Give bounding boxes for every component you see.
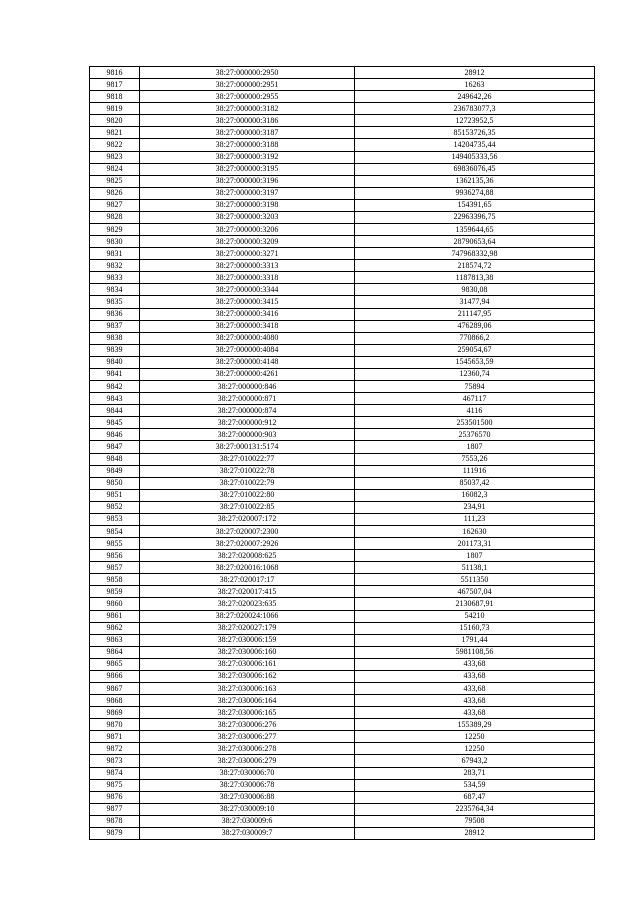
row-number-cell: 9825 (90, 175, 140, 187)
value-cell: 22963396,75 (355, 211, 595, 223)
table-row (90, 598, 595, 610)
row-number-cell: 9858 (90, 574, 140, 586)
value-cell: 155389,29 (355, 719, 595, 731)
table-row (90, 368, 595, 380)
table-row (90, 755, 595, 767)
value-cell: 1545653,59 (355, 356, 595, 368)
table-row (90, 501, 595, 513)
cadastral-number-cell: 38:27:000000:3416 (140, 308, 355, 320)
cadastral-number-cell: 38:27:020007:2300 (140, 525, 355, 537)
row-number-cell: 9831 (90, 248, 140, 260)
value-cell: 770866,2 (355, 332, 595, 344)
value-cell: 31477,94 (355, 296, 595, 308)
cadastral-number-cell: 38:27:000000:3206 (140, 224, 355, 236)
row-number-cell: 9851 (90, 489, 140, 501)
value-cell: 1791,44 (355, 634, 595, 646)
row-number-cell: 9845 (90, 417, 140, 429)
table-row (90, 477, 595, 489)
cadastral-number-cell: 38:27:030006:70 (140, 767, 355, 779)
cadastral-number-cell: 38:27:000000:3188 (140, 139, 355, 151)
row-number-cell: 9820 (90, 115, 140, 127)
row-number-cell: 9833 (90, 272, 140, 284)
cadastral-number-cell: 38:27:000000:3203 (140, 211, 355, 223)
value-cell: 154391,65 (355, 199, 595, 211)
cadastral-number-cell: 38:27:020007:172 (140, 513, 355, 525)
cadastral-number-cell: 38:27:000000:3196 (140, 175, 355, 187)
table-row (90, 284, 595, 296)
cadastral-number-cell: 38:27:030009:10 (140, 803, 355, 815)
table-row (90, 634, 595, 646)
table-row (90, 550, 595, 562)
table-row (90, 779, 595, 791)
table-row (90, 465, 595, 477)
row-number-cell: 9818 (90, 91, 140, 103)
table-row (90, 731, 595, 743)
value-cell: 9936274,88 (355, 187, 595, 199)
table-row (90, 417, 595, 429)
cadastral-number-cell: 38:27:000000:871 (140, 393, 355, 405)
cadastral-number-cell: 38:27:030006:278 (140, 743, 355, 755)
cadastral-number-cell: 38:27:030006:276 (140, 719, 355, 731)
value-cell: 253501500 (355, 417, 595, 429)
value-cell: 534,59 (355, 779, 595, 791)
cadastral-number-cell: 38:27:000000:903 (140, 429, 355, 441)
row-number-cell: 9849 (90, 465, 140, 477)
table-row (90, 695, 595, 707)
cadastral-number-cell: 38:27:030006:160 (140, 646, 355, 658)
row-number-cell: 9876 (90, 791, 140, 803)
row-number-cell: 9869 (90, 707, 140, 719)
cadastral-number-cell: 38:27:030006:88 (140, 791, 355, 803)
row-number-cell: 9816 (90, 67, 140, 79)
row-number-cell: 9875 (90, 779, 140, 791)
value-cell: 211147,95 (355, 308, 595, 320)
cadastral-number-cell: 38:27:020016:1068 (140, 562, 355, 574)
value-cell: 28790653,64 (355, 236, 595, 248)
row-number-cell: 9864 (90, 646, 140, 658)
cadastral-number-cell: 38:27:000000:3344 (140, 284, 355, 296)
value-cell: 2130687,91 (355, 598, 595, 610)
value-cell: 201173,31 (355, 538, 595, 550)
row-number-cell: 9878 (90, 815, 140, 827)
table-row (90, 260, 595, 272)
cadastral-value-table (89, 66, 595, 840)
cadastral-number-cell: 38:27:000000:3192 (140, 151, 355, 163)
row-number-cell: 9857 (90, 562, 140, 574)
value-cell: 1187813,38 (355, 272, 595, 284)
table-row (90, 393, 595, 405)
table-row (90, 610, 595, 622)
cadastral-number-cell: 38:27:000000:2951 (140, 79, 355, 91)
cadastral-number-cell: 38:27:010022:79 (140, 477, 355, 489)
value-cell: 259054,67 (355, 344, 595, 356)
table-row (90, 513, 595, 525)
cadastral-number-cell: 38:27:010022:78 (140, 465, 355, 477)
value-cell: 85037,42 (355, 477, 595, 489)
value-cell: 1807 (355, 441, 595, 453)
table-row (90, 115, 595, 127)
value-cell: 85153726,35 (355, 127, 595, 139)
table-row (90, 187, 595, 199)
table-row (90, 405, 595, 417)
value-cell: 111916 (355, 465, 595, 477)
table-row (90, 91, 595, 103)
cadastral-number-cell: 38:27:030006:165 (140, 707, 355, 719)
value-cell: 467117 (355, 393, 595, 405)
cadastral-number-cell: 38:27:000000:874 (140, 405, 355, 417)
table-row (90, 127, 595, 139)
cadastral-number-cell: 38:27:000000:3182 (140, 103, 355, 115)
value-cell: 67943,2 (355, 755, 595, 767)
cadastral-number-cell: 38:27:000000:3197 (140, 187, 355, 199)
cadastral-number-cell: 38:27:030006:279 (140, 755, 355, 767)
row-number-cell: 9834 (90, 284, 140, 296)
table-row (90, 199, 595, 211)
value-cell: 69836076,45 (355, 163, 595, 175)
cadastral-number-cell: 38:27:000000:3313 (140, 260, 355, 272)
value-cell: 433,68 (355, 707, 595, 719)
table-row (90, 79, 595, 91)
table-row (90, 803, 595, 815)
cadastral-number-cell: 38:27:020024:1066 (140, 610, 355, 622)
cadastral-number-cell: 38:27:000000:3198 (140, 199, 355, 211)
value-cell: 15160,73 (355, 622, 595, 634)
value-cell: 687,47 (355, 791, 595, 803)
value-cell: 162630 (355, 525, 595, 537)
row-number-cell: 9863 (90, 634, 140, 646)
row-number-cell: 9868 (90, 695, 140, 707)
value-cell: 25376570 (355, 429, 595, 441)
row-number-cell: 9826 (90, 187, 140, 199)
value-cell: 28912 (355, 827, 595, 839)
value-cell: 433,68 (355, 670, 595, 682)
cadastral-number-cell: 38:27:000000:3271 (140, 248, 355, 260)
cadastral-number-cell: 38:27:000000:3418 (140, 320, 355, 332)
table-row (90, 224, 595, 236)
cadastral-number-cell: 38:27:010022:85 (140, 501, 355, 513)
cadastral-number-cell: 38:27:000000:846 (140, 381, 355, 393)
row-number-cell: 9838 (90, 332, 140, 344)
cadastral-number-cell: 38:27:030006:159 (140, 634, 355, 646)
row-number-cell: 9822 (90, 139, 140, 151)
row-number-cell: 9835 (90, 296, 140, 308)
value-cell: 249642,26 (355, 91, 595, 103)
row-number-cell: 9837 (90, 320, 140, 332)
cadastral-number-cell: 38:27:030006:277 (140, 731, 355, 743)
value-cell: 4116 (355, 405, 595, 417)
table-row (90, 103, 595, 115)
row-number-cell: 9844 (90, 405, 140, 417)
table-row (90, 272, 595, 284)
row-number-cell: 9861 (90, 610, 140, 622)
table-row (90, 296, 595, 308)
row-number-cell: 9870 (90, 719, 140, 731)
table-row (90, 381, 595, 393)
value-cell: 234,91 (355, 501, 595, 513)
row-number-cell: 9840 (90, 356, 140, 368)
row-number-cell: 9855 (90, 538, 140, 550)
row-number-cell: 9856 (90, 550, 140, 562)
row-number-cell: 9853 (90, 513, 140, 525)
value-cell: 2235764,34 (355, 803, 595, 815)
table-row (90, 429, 595, 441)
table-row (90, 489, 595, 501)
value-cell: 12360,74 (355, 368, 595, 380)
table-row (90, 827, 595, 839)
cadastral-number-cell: 38:27:010022:77 (140, 453, 355, 465)
table-row (90, 175, 595, 187)
table-row (90, 767, 595, 779)
table-row (90, 707, 595, 719)
table-row (90, 574, 595, 586)
row-number-cell: 9819 (90, 103, 140, 115)
row-number-cell: 9877 (90, 803, 140, 815)
row-number-cell: 9865 (90, 658, 140, 670)
value-cell: 75894 (355, 381, 595, 393)
value-cell: 476289,06 (355, 320, 595, 332)
value-cell: 79508 (355, 815, 595, 827)
table-row (90, 308, 595, 320)
row-number-cell: 9824 (90, 163, 140, 175)
row-number-cell: 9871 (90, 731, 140, 743)
cadastral-number-cell: 38:27:000000:4080 (140, 332, 355, 344)
row-number-cell: 9827 (90, 199, 140, 211)
cadastral-number-cell: 38:27:020023:635 (140, 598, 355, 610)
cadastral-number-cell: 38:27:000000:912 (140, 417, 355, 429)
cadastral-number-cell: 38:27:020007:2926 (140, 538, 355, 550)
cadastral-number-cell: 38:27:020017:415 (140, 586, 355, 598)
row-number-cell: 9839 (90, 344, 140, 356)
row-number-cell: 9823 (90, 151, 140, 163)
value-cell: 5981108,56 (355, 646, 595, 658)
table-row (90, 646, 595, 658)
value-cell: 5511350 (355, 574, 595, 586)
table-row (90, 151, 595, 163)
cadastral-number-cell: 38:27:030006:163 (140, 682, 355, 694)
row-number-cell: 9817 (90, 79, 140, 91)
table-row (90, 586, 595, 598)
row-number-cell: 9862 (90, 622, 140, 634)
table-row (90, 525, 595, 537)
cadastral-number-cell: 38:27:030006:162 (140, 670, 355, 682)
row-number-cell: 9854 (90, 525, 140, 537)
table-row (90, 67, 595, 79)
value-cell: 54210 (355, 610, 595, 622)
table-row (90, 441, 595, 453)
cadastral-number-cell: 38:27:000000:4084 (140, 344, 355, 356)
row-number-cell: 9873 (90, 755, 140, 767)
value-cell: 283,71 (355, 767, 595, 779)
value-cell: 16082,3 (355, 489, 595, 501)
value-cell: 12250 (355, 743, 595, 755)
table-row (90, 622, 595, 634)
table-row (90, 236, 595, 248)
value-cell: 433,68 (355, 682, 595, 694)
cadastral-number-cell: 38:27:000000:3209 (140, 236, 355, 248)
value-cell: 433,68 (355, 658, 595, 670)
cadastral-number-cell: 38:27:000131:5174 (140, 441, 355, 453)
table-row (90, 344, 595, 356)
table-row (90, 670, 595, 682)
row-number-cell: 9866 (90, 670, 140, 682)
value-cell: 149405333,56 (355, 151, 595, 163)
row-number-cell: 9829 (90, 224, 140, 236)
row-number-cell: 9850 (90, 477, 140, 489)
value-cell: 16263 (355, 79, 595, 91)
cadastral-number-cell: 38:27:030006:161 (140, 658, 355, 670)
value-cell: 9830,08 (355, 284, 595, 296)
cadastral-number-cell: 38:27:030009:6 (140, 815, 355, 827)
cadastral-number-cell: 38:27:000000:2955 (140, 91, 355, 103)
row-number-cell: 9859 (90, 586, 140, 598)
cadastral-number-cell: 38:27:030009:7 (140, 827, 355, 839)
table-row (90, 248, 595, 260)
value-cell: 12723952,5 (355, 115, 595, 127)
value-cell: 433,68 (355, 695, 595, 707)
table-row (90, 356, 595, 368)
table-body (90, 67, 595, 840)
row-number-cell: 9879 (90, 827, 140, 839)
row-number-cell: 9847 (90, 441, 140, 453)
table-row (90, 538, 595, 550)
table-row (90, 453, 595, 465)
table-row (90, 791, 595, 803)
row-number-cell: 9867 (90, 682, 140, 694)
cadastral-number-cell: 38:27:030006:78 (140, 779, 355, 791)
table-row (90, 320, 595, 332)
row-number-cell: 9842 (90, 381, 140, 393)
cadastral-number-cell: 38:27:000000:3186 (140, 115, 355, 127)
cadastral-number-cell: 38:27:020017:17 (140, 574, 355, 586)
table-row (90, 211, 595, 223)
value-cell: 1807 (355, 550, 595, 562)
row-number-cell: 9830 (90, 236, 140, 248)
value-cell: 111,23 (355, 513, 595, 525)
row-number-cell: 9860 (90, 598, 140, 610)
row-number-cell: 9874 (90, 767, 140, 779)
row-number-cell: 9846 (90, 429, 140, 441)
row-number-cell: 9848 (90, 453, 140, 465)
row-number-cell: 9841 (90, 368, 140, 380)
row-number-cell: 9821 (90, 127, 140, 139)
value-cell: 747968332,98 (355, 248, 595, 260)
value-cell: 28912 (355, 67, 595, 79)
cadastral-number-cell: 38:27:000000:4261 (140, 368, 355, 380)
cadastral-number-cell: 38:27:000000:3195 (140, 163, 355, 175)
value-cell: 12250 (355, 731, 595, 743)
cadastral-number-cell: 38:27:000000:3415 (140, 296, 355, 308)
row-number-cell: 9832 (90, 260, 140, 272)
row-number-cell: 9828 (90, 211, 140, 223)
value-cell: 236783077,3 (355, 103, 595, 115)
value-cell: 7553,26 (355, 453, 595, 465)
table-row (90, 815, 595, 827)
table-row (90, 682, 595, 694)
table-row (90, 743, 595, 755)
row-number-cell: 9872 (90, 743, 140, 755)
row-number-cell: 9836 (90, 308, 140, 320)
cadastral-number-cell: 38:27:000000:3187 (140, 127, 355, 139)
value-cell: 467507,04 (355, 586, 595, 598)
cadastral-number-cell: 38:27:020008:625 (140, 550, 355, 562)
row-number-cell: 9852 (90, 501, 140, 513)
table-row (90, 163, 595, 175)
table-row (90, 332, 595, 344)
table-row (90, 658, 595, 670)
value-cell: 51138,1 (355, 562, 595, 574)
table-row (90, 719, 595, 731)
cadastral-number-cell: 38:27:000000:3318 (140, 272, 355, 284)
value-cell: 1359644,65 (355, 224, 595, 236)
cadastral-number-cell: 38:27:020027:179 (140, 622, 355, 634)
table-row (90, 139, 595, 151)
value-cell: 14204735,44 (355, 139, 595, 151)
table-row (90, 562, 595, 574)
cadastral-number-cell: 38:27:010022:80 (140, 489, 355, 501)
cadastral-number-cell: 38:27:000000:4148 (140, 356, 355, 368)
cadastral-number-cell: 38:27:030006:164 (140, 695, 355, 707)
value-cell: 1362135,36 (355, 175, 595, 187)
row-number-cell: 9843 (90, 393, 140, 405)
cadastral-number-cell: 38:27:000000:2950 (140, 67, 355, 79)
value-cell: 218574,72 (355, 260, 595, 272)
